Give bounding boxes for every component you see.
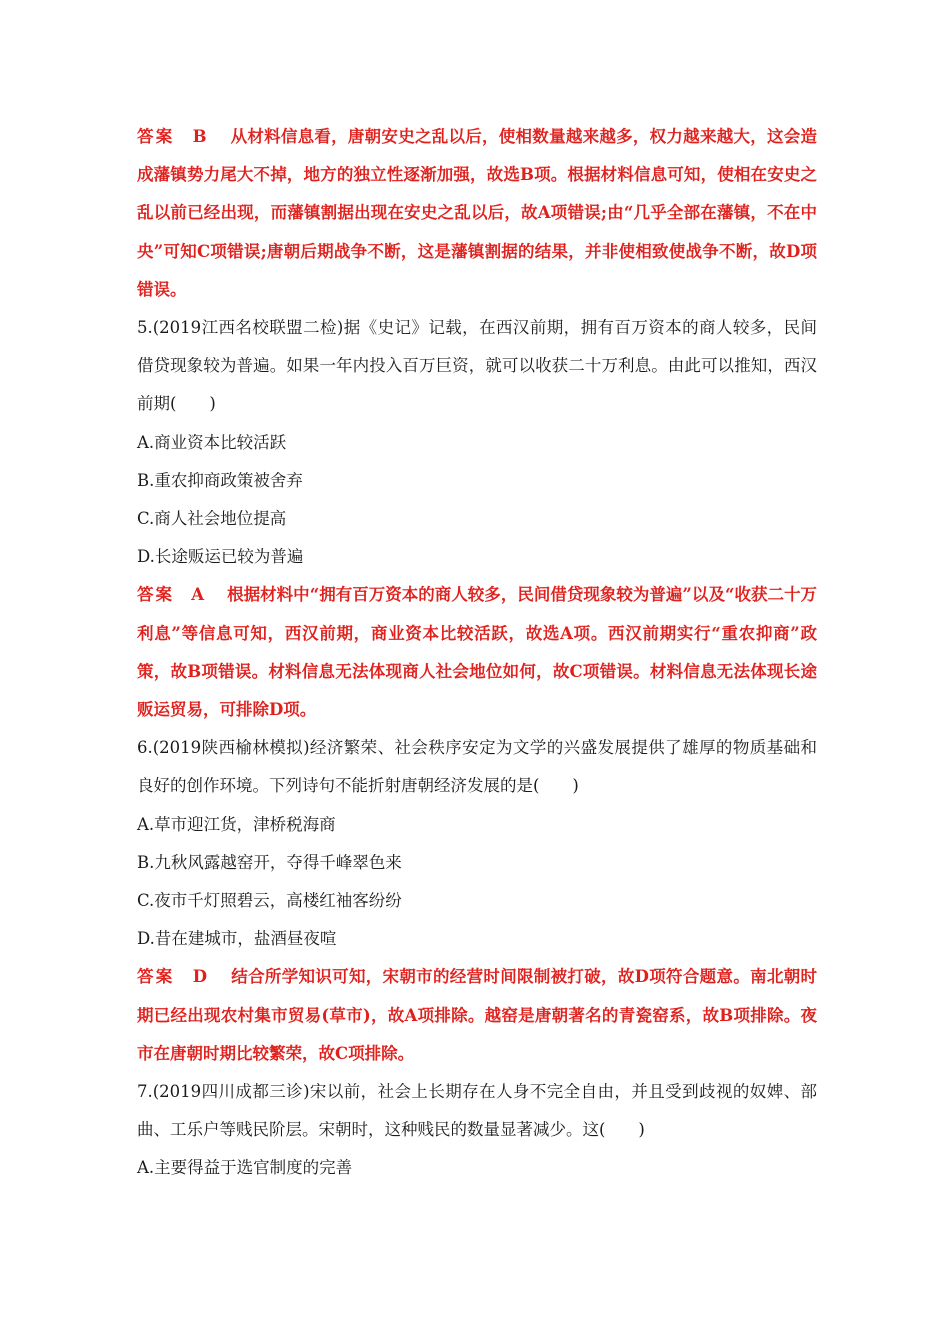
question-6-option-b: B.九秋风露越窑开，夺得千峰翠色来 — [137, 852, 402, 872]
q6-answer — [137, 958, 817, 1073]
question-5-option-a: A.商业资本比较活跃 — [137, 432, 287, 452]
document-page — [137, 118, 817, 1188]
q4-answer — [137, 118, 817, 309]
question-6-option-c: C.夜市千灯照碧云，高楼红袖客纷纷 — [137, 891, 402, 911]
question-5-option-d: D.长途贩运已较为普遍 — [137, 547, 304, 567]
answer-explanation: 结合所学知识可知，宋朝市的经营时间限制被打破，故D项符合题意。南北朝时期已经出现农村集市贸易(草市)，故A项排除。越窑是唐朝著名的青瓷窑系，故B项排除。夜市在唐朝时期比较繁荣，故C项排除。 — [137, 967, 818, 1063]
answer-label: 答案 — [137, 967, 175, 987]
q5-answer — [137, 576, 817, 729]
answer-letter: B — [192, 127, 207, 146]
question-7-option-a: A.主要得益于选官制度的完善 — [137, 1158, 353, 1178]
question-5-stem: 5.(2019江西名校联盟二检)据《史记》记载，在西汉前期，拥有百万资本的商人较多，民间借贷现象较为普遍。如果一年内投入百万巨资，就可以收获二十万利息。由此可以推知，西汉前期( ) — [137, 318, 817, 414]
question-5-option-c: C.商人社会地位提高 — [137, 509, 287, 529]
question-7-stem: 7.(2019四川成都三诊)宋以前，社会上长期存在人身不完全自由，并且受到歧视的奴婢、部曲、工乐户等贱民阶层。宋朝时，这种贱民的数量显著减少。这( ) — [137, 1082, 817, 1140]
question-6-stem: 6.(2019陕西榆林模拟)经济繁荣、社会秩序安定为文学的兴盛发展提供了雄厚的物质基础和良好的创作环境。下列诗句不能折射唐朝经济发展的是( ) — [137, 738, 817, 796]
answer-explanation: 从材料信息看，唐朝安史之乱以后，使相数量越来越多，权力越来越大，这会造成藩镇势力尾大不掉，地方的独立性逐渐加强，故选B项。根据材料信息可知，使相在安史之乱以前已经出现，而藩镇割据出现在安史之乱以后，故A项错误;由“几乎全部在藩镇，不在中央”可知C项错误;唐朝后期战争不断，这是藩镇割据的结果，并非使相致使战争不断，故D项错误。 — [137, 127, 818, 299]
answer-label: 答案 — [137, 127, 175, 146]
answer-letter: D — [192, 967, 208, 987]
question-5-option-b: B.重农抑商政策被舍弃 — [137, 470, 303, 490]
question-6-option-d: D.昔在建城市，盐酒昼夜喧 — [137, 929, 337, 949]
answer-label: 答案 — [137, 585, 175, 605]
answer-letter: A — [191, 585, 205, 605]
question-6-option-a: A.草市迎江货，津桥税海商 — [137, 814, 336, 834]
answer-explanation: 根据材料中“拥有百万资本的商人较多，民间借贷现象较为普遍”以及“收获二十万利息”等信息可知，西汉前期，商业资本比较活跃，故选A项。西汉前期实行“重农抑商”政策，故B项错误。材料信息无法体现商人社会地位如何，故C项错误。材料信息无法体现长途贩运贸易，可排除D项。 — [137, 585, 818, 720]
